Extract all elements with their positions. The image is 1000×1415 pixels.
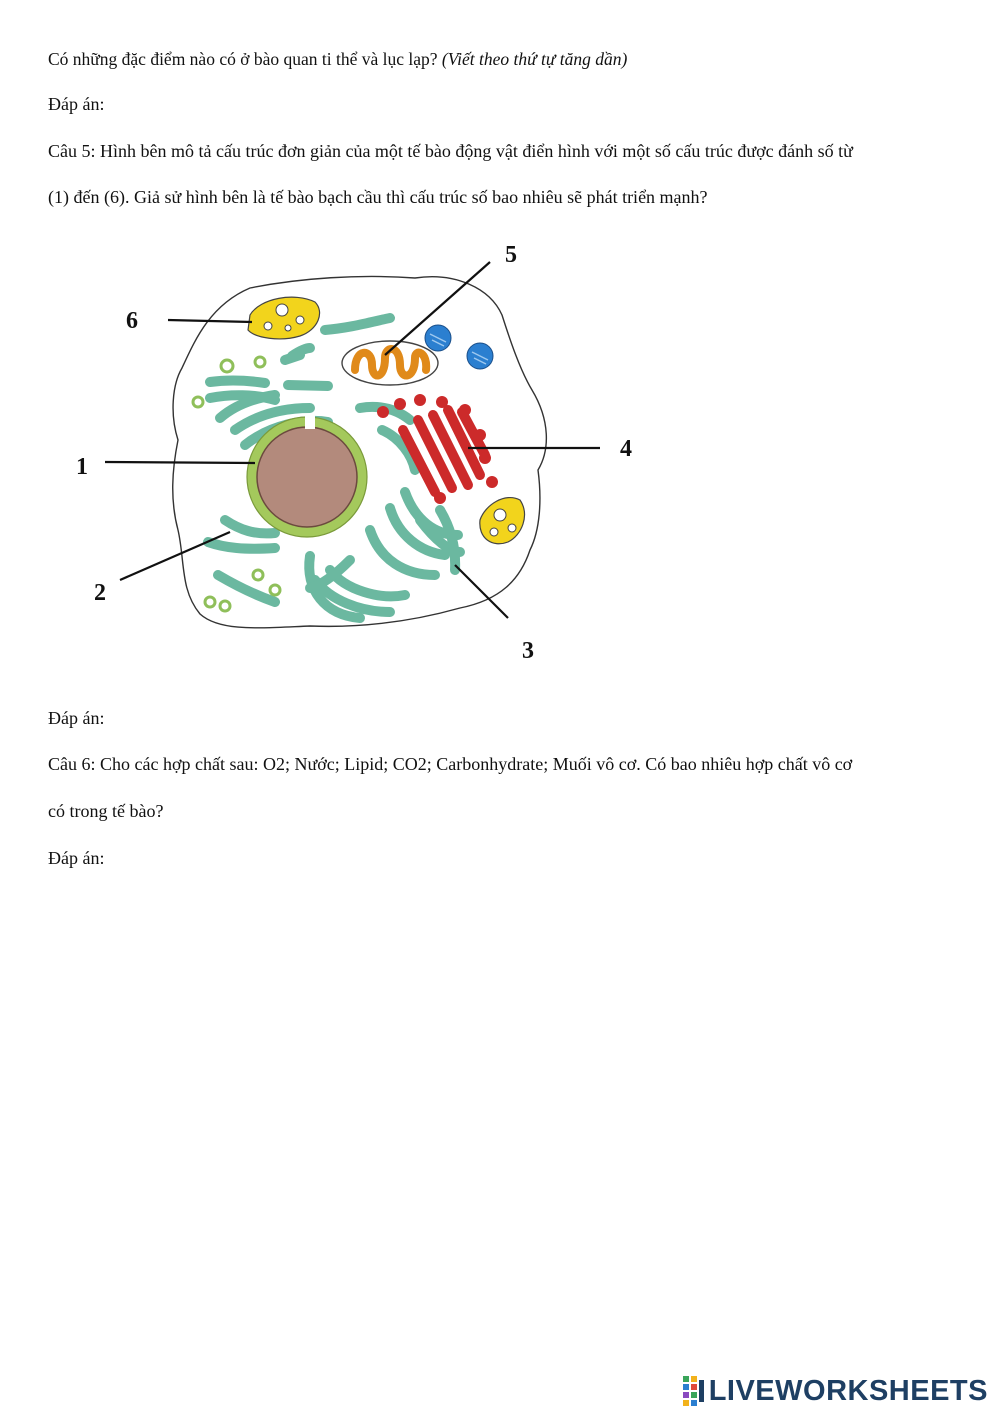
- question-4-prompt: [48, 47, 627, 71]
- liveworksheets-logo: [683, 1374, 988, 1408]
- figure-label-4: 4: [620, 436, 632, 462]
- mitochondrion: [342, 341, 438, 385]
- figure-label-1: 1: [76, 454, 88, 480]
- question-4-text: Có những đặc điểm nào có ở bào quan ti thể và lục lạp?: [48, 49, 442, 69]
- question-4-answer-label: Đáp án:: [48, 94, 105, 114]
- liveworksheets-logo-text: LIVEWORKSHEETS: [708, 1374, 988, 1407]
- question-6-answer-label: Đáp án:: [48, 848, 105, 868]
- question-5-answer-label: Đáp án:: [48, 708, 105, 728]
- figure-label-3: 3: [522, 638, 534, 664]
- figure-label-2: 2: [94, 580, 106, 606]
- question-5-line-2: (1) đến (6). Giả sử hình bên là tế bào bạch cầu thì cấu trúc số bao nhiêu sẽ phát triển mạnh?: [48, 187, 708, 207]
- liveworksheets-logo-icon: [683, 1376, 705, 1406]
- nuclear-pore: [305, 415, 315, 429]
- figure-label-6: 6: [126, 308, 138, 334]
- question-5-line-1: Câu 5: Hình bên mô tả cấu trúc đơn giản của một tế bào động vật điển hình với một số cấu trúc được đánh số từ: [48, 141, 853, 161]
- question-4-note: (Viết theo thứ tự tăng dần): [441, 49, 628, 69]
- nucleus: [257, 427, 357, 527]
- question-6-line-1: Câu 6: Cho các hợp chất sau: O2; Nước; Lipid; CO2; Carbonhydrate; Muối vô cơ. Có bao nhiêu hợp chất vô cơ: [48, 754, 853, 774]
- figure-label-5: 5: [505, 242, 517, 268]
- question-6-line-2: có trong tế bào?: [48, 801, 164, 821]
- animal-cell-diagram: [60, 230, 660, 670]
